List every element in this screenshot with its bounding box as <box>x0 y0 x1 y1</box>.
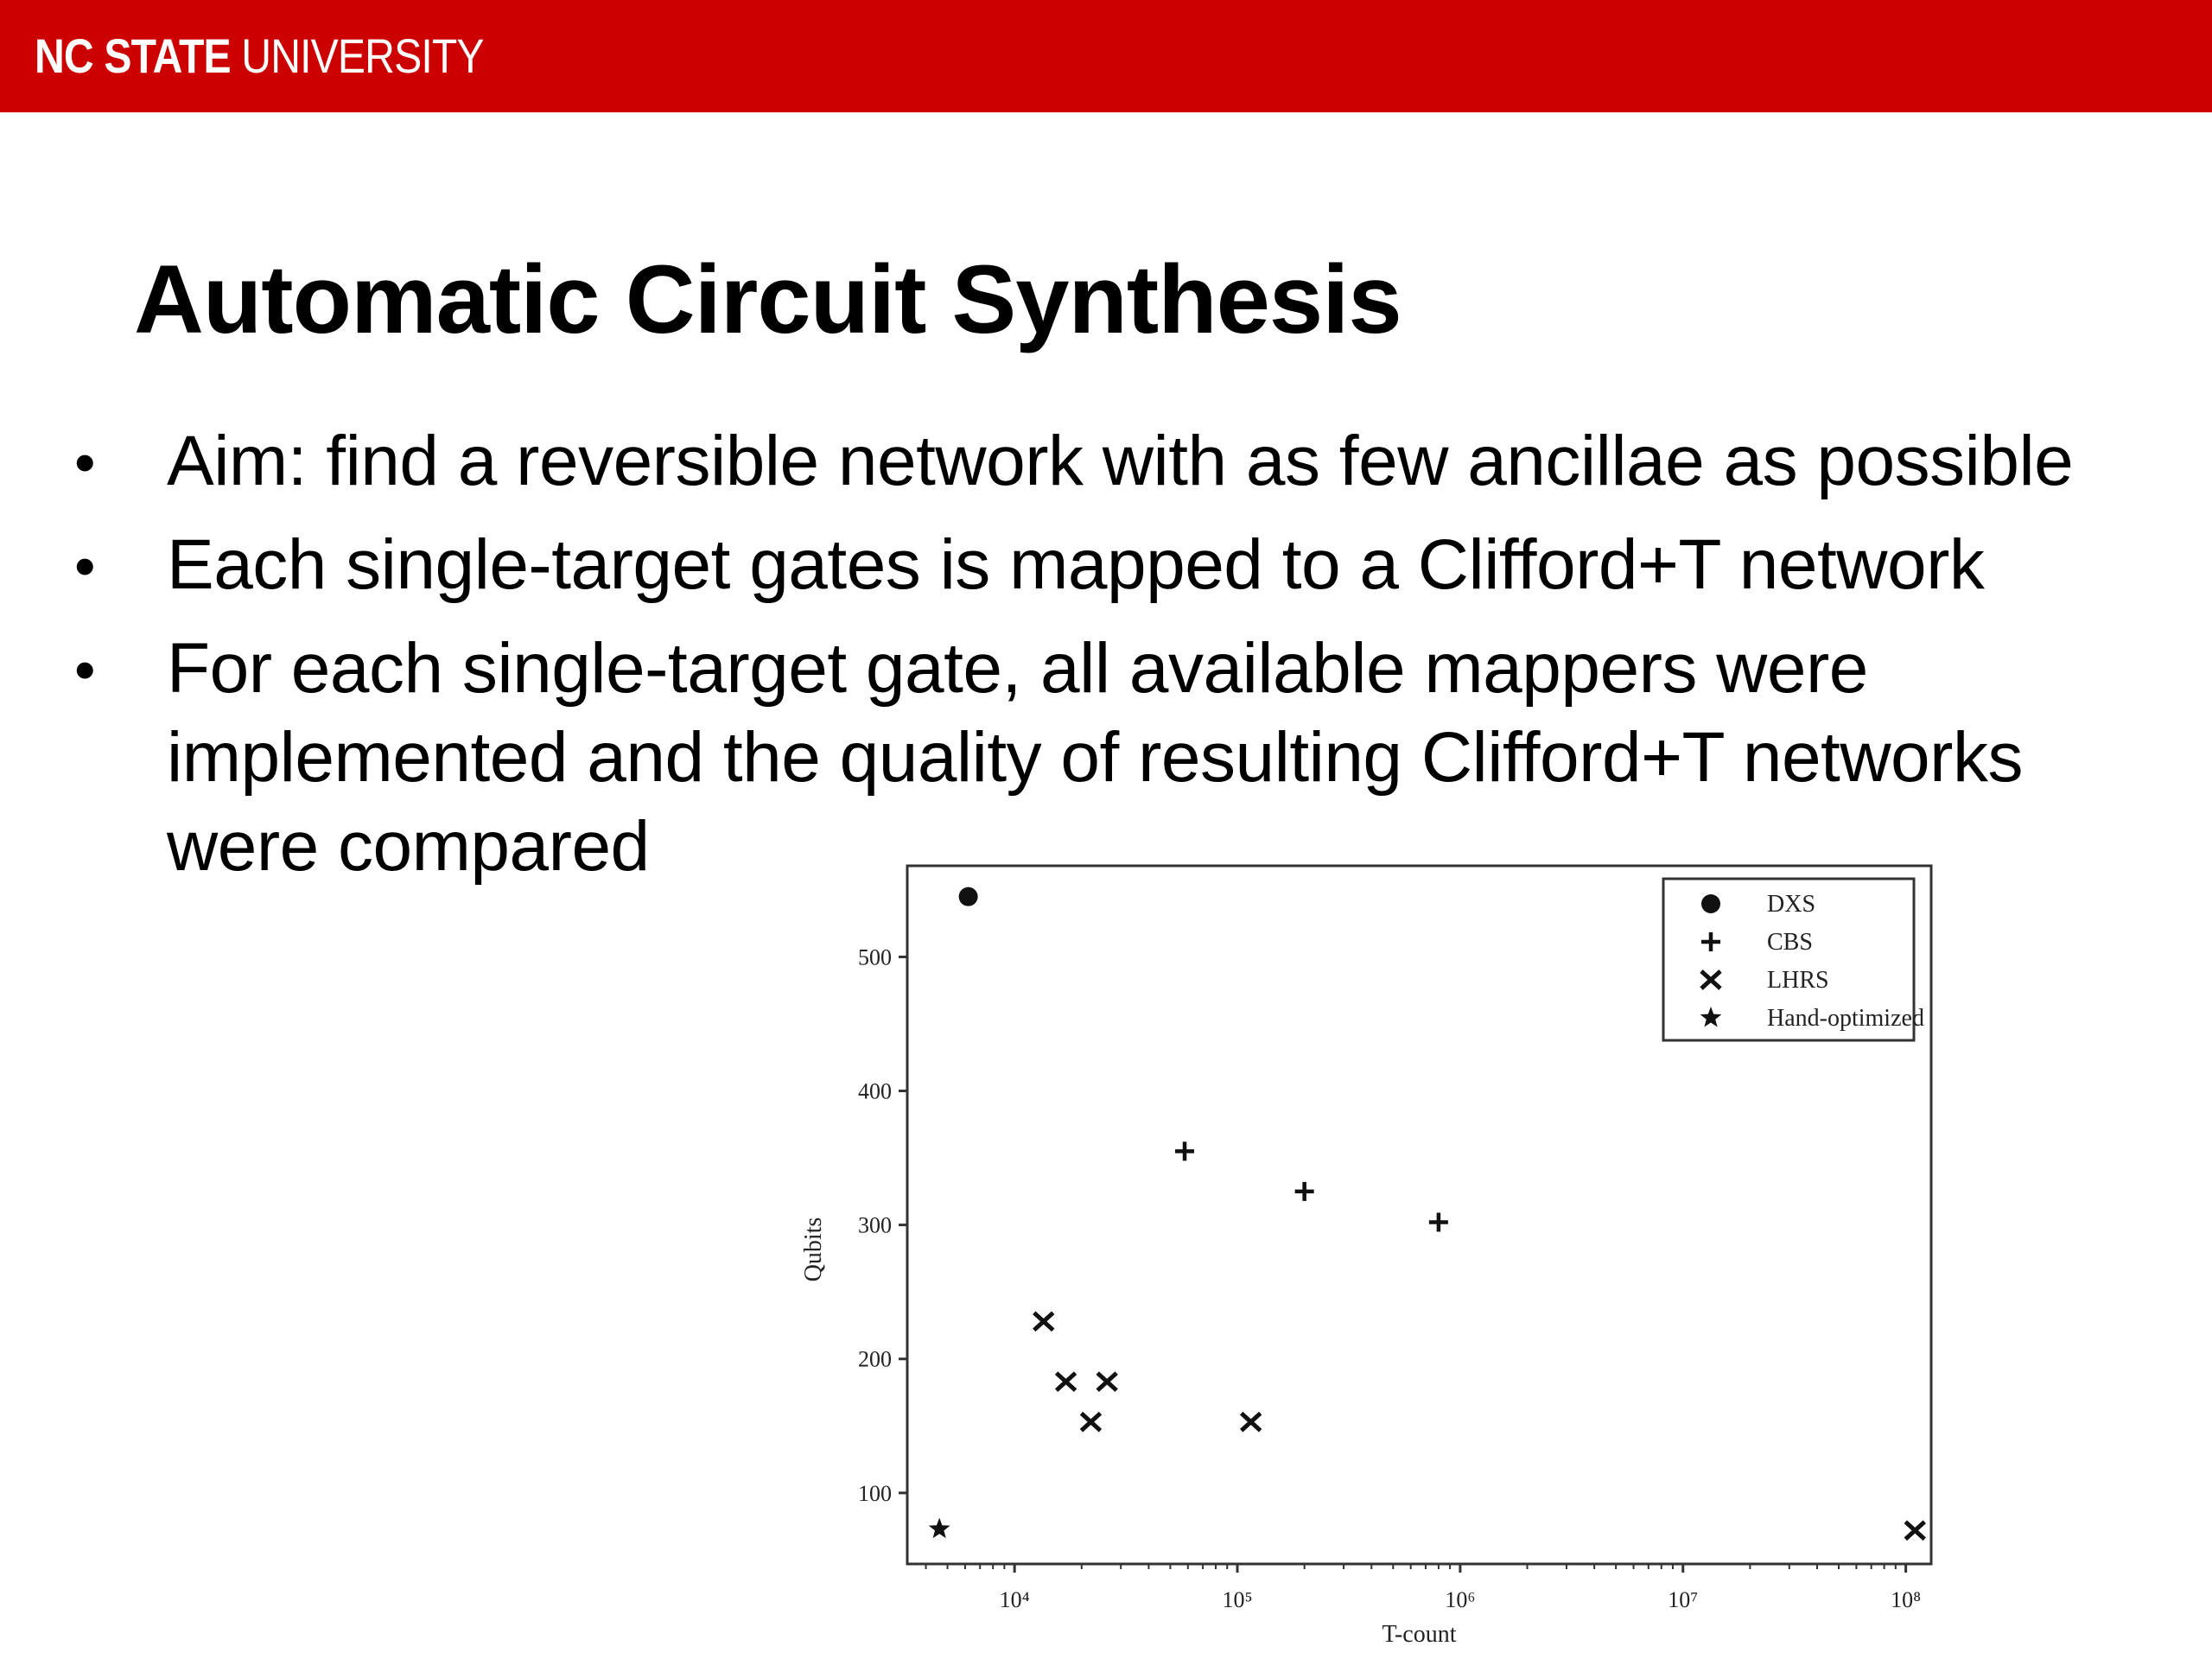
data-point-lhrs <box>1081 1414 1100 1431</box>
x-tick-label: 10⁴ <box>999 1587 1030 1612</box>
data-point-lhrs-shape <box>1057 1373 1076 1390</box>
x-tick-label: 10⁸ <box>1891 1587 1922 1612</box>
x-tick-label: 10⁵ <box>1222 1587 1253 1612</box>
x-tick-label: 10⁶ <box>1445 1587 1476 1612</box>
bullet-3-line-2: implemented and the quality of resulting Clifford+T networks <box>167 718 2023 797</box>
data-point-lhrs <box>1097 1373 1116 1390</box>
legend-marker-dxs-shape <box>1701 894 1720 913</box>
bullet-1-line-1: Aim: find a reversible network with as few ancillae as possible <box>167 422 2074 500</box>
bullet-marker: • <box>74 636 96 703</box>
bullet-marker: • <box>74 532 96 600</box>
data-point-lhrs-shape <box>1081 1414 1100 1431</box>
x-tick-label: 10⁷ <box>1668 1587 1699 1612</box>
header-banner <box>0 0 2212 112</box>
slide-title: Automatic Circuit Synthesis <box>134 245 1402 353</box>
data-point-cbs-shape <box>1175 1141 1194 1160</box>
data-point-lhrs-shape <box>1242 1414 1261 1431</box>
y-tick-label: 400 <box>858 1078 892 1104</box>
data-point-cbs <box>1295 1182 1314 1201</box>
y-tick-label: 200 <box>858 1346 892 1372</box>
y-axis-label: Qubits <box>800 1217 827 1282</box>
legend-label-lhrs: LHRS <box>1767 967 1829 994</box>
y-tick-label: 300 <box>858 1212 892 1238</box>
x-axis-label: T-count <box>1382 1621 1457 1646</box>
data-point-dxs-shape <box>959 887 978 906</box>
bullet-marker: • <box>74 429 96 496</box>
y-tick-label: 500 <box>858 944 892 970</box>
legend-label-hand-optimized: Hand-optimized <box>1767 1005 1924 1032</box>
data-point-cbs <box>1429 1213 1448 1232</box>
data-point-lhrs <box>1905 1522 1924 1539</box>
data-point-cbs-shape <box>1429 1213 1448 1232</box>
data-point-lhrs-shape <box>1905 1522 1924 1539</box>
logo-bold-text: NC STATE <box>35 29 231 83</box>
logo-regular-text: UNIVERSITY <box>230 29 484 83</box>
data-point-lhrs <box>1242 1414 1261 1431</box>
data-point-lhrs <box>1057 1373 1076 1390</box>
data-point-lhrs-shape <box>1097 1373 1116 1390</box>
data-point-hand-optimized <box>929 1518 950 1539</box>
bullet-3-line-3: were compared <box>167 807 650 886</box>
data-point-lhrs <box>1034 1313 1053 1330</box>
data-point-dxs <box>959 887 978 906</box>
data-point-cbs-shape <box>1295 1182 1314 1201</box>
scatter-chart <box>778 851 1953 1646</box>
data-point-cbs <box>1175 1141 1194 1160</box>
legend-label-dxs: DXS <box>1767 891 1816 918</box>
data-point-hand-optimized-shape <box>929 1518 950 1539</box>
bullet-3-line-1: For each single-target gate, all available mappers were <box>167 629 1868 708</box>
bullet-2-line-1: Each single-target gates is mapped to a Clifford+T network <box>167 525 1985 604</box>
university-logo <box>35 26 484 86</box>
legend-marker-dxs <box>1701 894 1720 913</box>
data-point-lhrs-shape <box>1034 1313 1053 1330</box>
y-tick-label: 100 <box>858 1480 892 1506</box>
legend-label-cbs: CBS <box>1767 929 1813 956</box>
